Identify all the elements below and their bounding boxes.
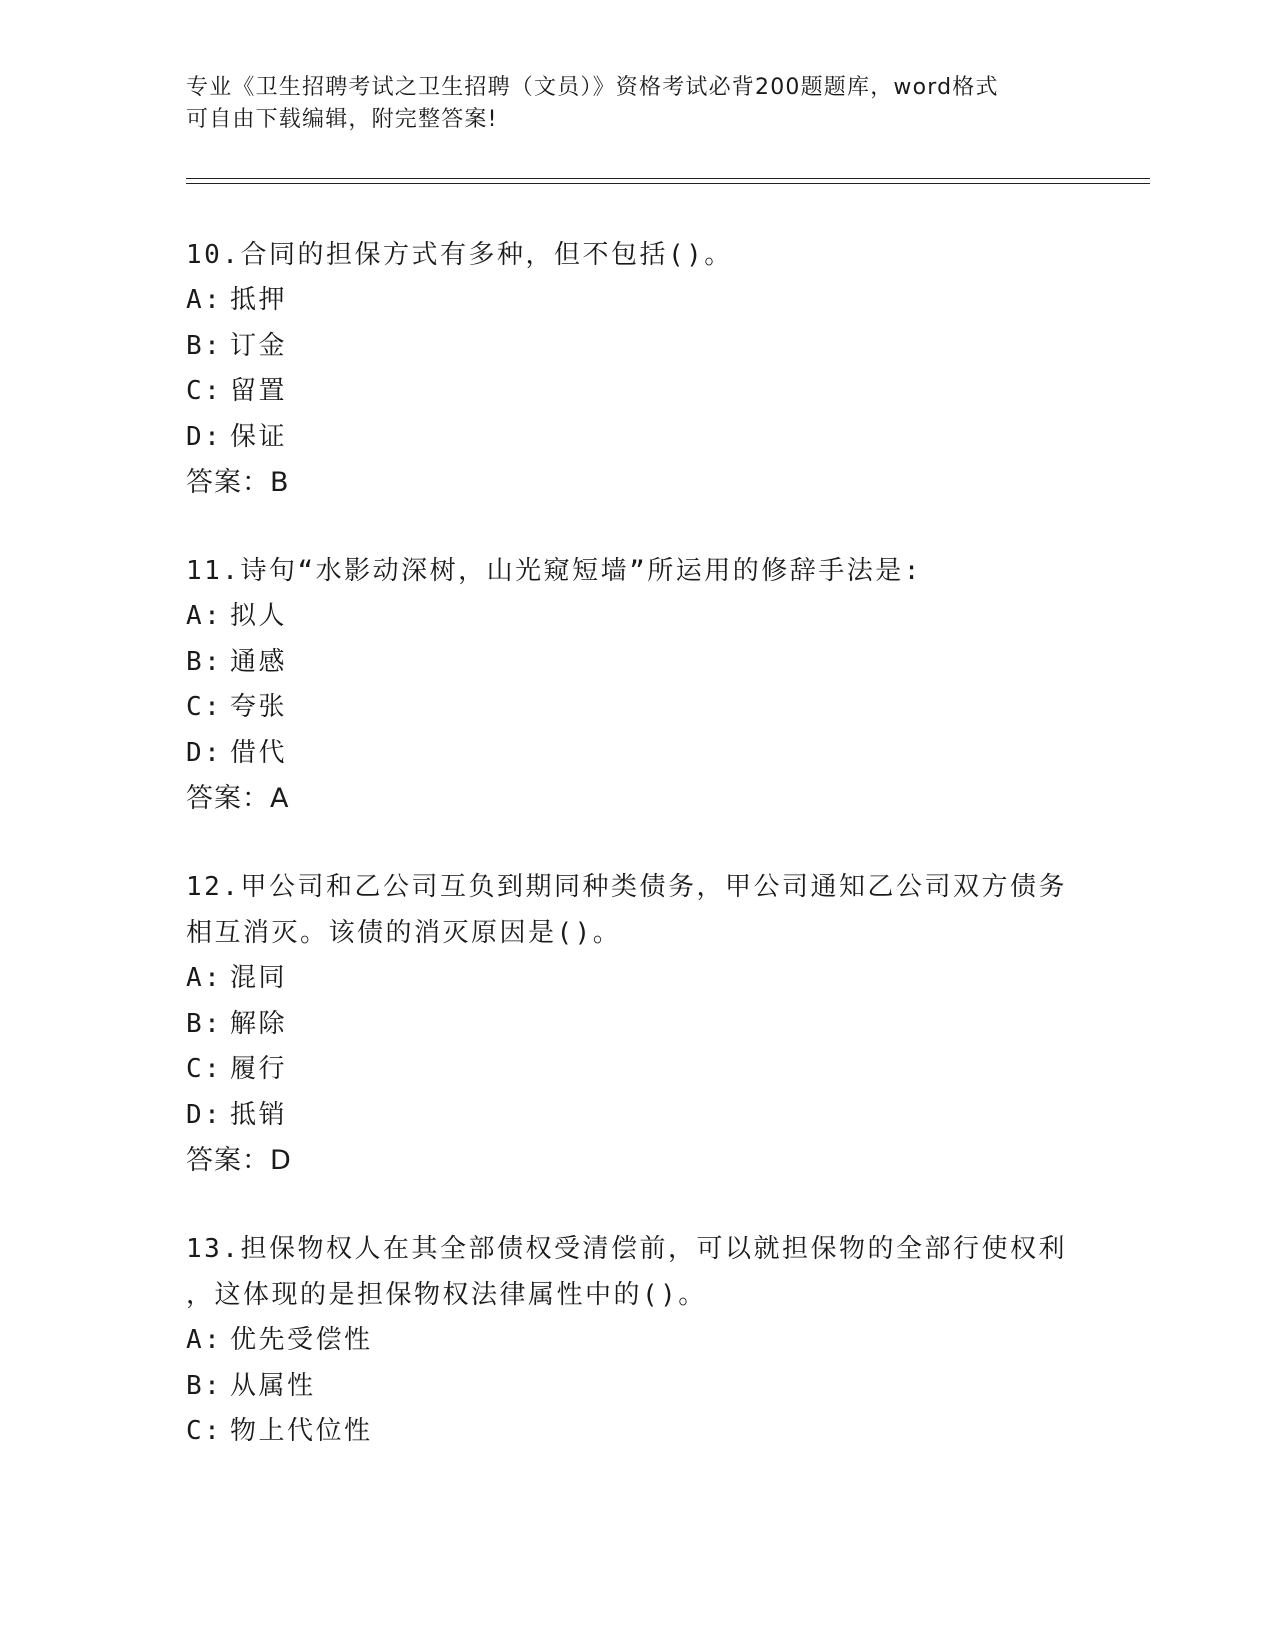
answer-option <box>186 1364 1086 1410</box>
option-text: 保证 <box>230 421 288 452</box>
question-stem: 11.诗句“水影动深树，山光窥短墙”所运用的修辞手法是: <box>186 556 922 586</box>
answer-option <box>186 731 1086 777</box>
option-key: D: <box>186 421 223 452</box>
option-key: A: <box>186 601 223 631</box>
option-text: 履行 <box>230 1054 288 1084</box>
option-text: 留置 <box>230 376 288 406</box>
answer-option <box>186 369 1086 415</box>
question-stem: 12.甲公司和乙公司互负到期同种类债务，甲公司通知乙公司双方债务 <box>186 872 1067 902</box>
answer-option <box>186 1318 1086 1364</box>
answer-option <box>186 415 1086 461</box>
option-text: 订金 <box>230 330 288 361</box>
answer-option <box>186 1093 1086 1139</box>
question-stem: 10.合同的担保方式有多种，但不包括()。 <box>186 240 733 270</box>
option-key: C: <box>186 1416 223 1446</box>
answer-option <box>186 640 1086 686</box>
option-text: 优先受偿性 <box>230 1325 373 1355</box>
answer-line: 答案：B <box>186 467 290 498</box>
header-divider-bottom <box>186 183 1150 184</box>
question-stem: 13.担保物权人在其全部债权受清偿前，可以就担保物的全部行使权利 <box>186 1234 1067 1264</box>
answer-option <box>186 1047 1086 1093</box>
answer-option <box>186 685 1086 731</box>
question-item <box>186 232 1086 506</box>
option-key: C: <box>186 376 223 406</box>
answer-option <box>186 594 1086 640</box>
option-key: B: <box>186 330 223 361</box>
answer-option <box>186 278 1086 324</box>
answer-option <box>186 324 1086 370</box>
answer-option <box>186 1002 1086 1048</box>
question-stem: ，这体现的是担保物权法律属性中的()。 <box>186 1280 707 1310</box>
option-text: 通感 <box>230 646 288 677</box>
question-item <box>186 1226 1086 1455</box>
option-key: A: <box>186 963 223 993</box>
option-text: 混同 <box>230 963 288 993</box>
question-item <box>186 864 1086 1184</box>
document-header <box>186 72 1066 136</box>
option-key: C: <box>186 1054 223 1084</box>
option-key: D: <box>186 1099 223 1130</box>
option-text: 物上代位性 <box>230 1416 373 1446</box>
question-item <box>186 548 1086 822</box>
option-key: C: <box>186 692 223 722</box>
question-stem: 相互消灭。该债的消灭原因是()。 <box>186 918 622 948</box>
option-text: 拟人 <box>230 601 288 631</box>
header-line-2: 可自由下载编辑，附完整答案! <box>186 107 498 132</box>
option-text: 解除 <box>230 1008 288 1039</box>
answer-line: 答案：A <box>186 783 290 814</box>
option-text: 夸张 <box>230 692 288 722</box>
option-key: A: <box>186 1325 223 1355</box>
option-key: B: <box>186 1370 223 1401</box>
option-text: 抵押 <box>230 285 288 315</box>
header-divider-top <box>186 178 1150 179</box>
answer-line: 答案：D <box>186 1145 292 1176</box>
answer-option <box>186 1409 1086 1455</box>
question-list <box>186 232 1086 1497</box>
option-key: B: <box>186 646 223 677</box>
option-key: A: <box>186 285 223 315</box>
header-line-1: 专业《卫生招聘考试之卫生招聘（文员）》资格考试必背200题题库，word格式 <box>186 75 999 100</box>
option-text: 借代 <box>230 737 288 768</box>
answer-option <box>186 956 1086 1002</box>
option-text: 从属性 <box>230 1370 316 1401</box>
option-key: D: <box>186 737 223 768</box>
option-key: B: <box>186 1008 223 1039</box>
option-text: 抵销 <box>230 1099 288 1130</box>
